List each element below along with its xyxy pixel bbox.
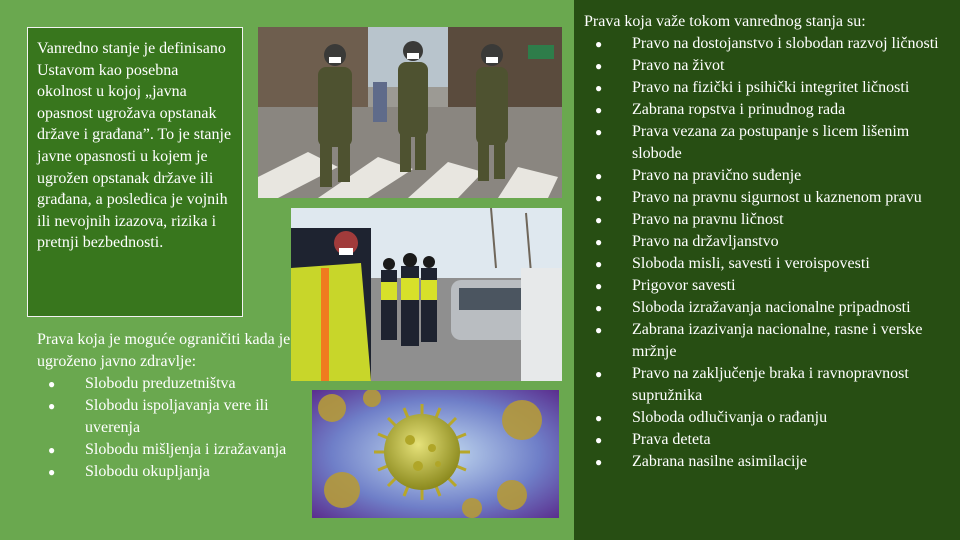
limitable-rights-section	[37, 329, 307, 483]
list-item: ● Zabrana izazivanja nacionalne, rasne i verske mržnje	[584, 319, 954, 363]
list-item: ● Pravo na pravično suđenje	[584, 165, 954, 187]
list-item: ● Zabrana ropstva i prinudnog rada	[584, 99, 954, 121]
definition-box	[27, 27, 243, 317]
guaranteed-rights-list	[584, 33, 954, 473]
list-item: ● Sloboda odlučivanja o rađanju	[584, 407, 954, 429]
list-item: ● Prigovor savesti	[584, 275, 954, 297]
list-item: ● Slobodu mišljenja i izražavanja	[37, 439, 307, 461]
list-item: ● Pravo na državljanstvo	[584, 231, 954, 253]
list-item: ● Slobodu preduzetništva	[37, 373, 307, 395]
guaranteed-rights-section	[584, 11, 954, 473]
list-item: ● Prava deteta	[584, 429, 954, 451]
list-item: ● Prava vezana za postupanje s licem lišenim slobode	[584, 121, 954, 165]
list-item: ● Slobodu ispoljavanja vere ili uverenja	[37, 395, 307, 439]
list-item: ● Pravo na život	[584, 55, 954, 77]
limitable-rights-list	[37, 373, 307, 483]
coronavirus-illustration	[312, 390, 559, 518]
limitable-rights-title: Prava koja je moguće ograničiti kada je ugroženo javno zdravlje:	[37, 331, 291, 370]
list-item: ● Pravo na pravnu ličnost	[584, 209, 954, 231]
list-item: ● Zabrana nasilne asimilacije	[584, 451, 954, 473]
list-item: ● Pravo na dostojanstvo i slobodan razvoj ličnosti	[584, 33, 954, 55]
list-item: ● Pravo na zaključenje braka i ravnopravnost supružnika	[584, 363, 954, 407]
soldiers-street-photo	[258, 27, 562, 198]
list-item: ● Sloboda izražavanja nacionalne pripadnosti	[584, 297, 954, 319]
definition-text: Vanredno stanje je definisano Ustavom kao posebna okolnost u kojoj „javna opasnost ugrožava opstanak države i građana”. To je stanje javne opasnosti u kojem je ugrožen opstanak države ili građana, a posledica je vojnih ili nevojnih izazova, rizika i pretnji bezbednosti.	[37, 40, 232, 252]
police-checkpoint-photo	[291, 208, 562, 381]
list-item: ● Slobodu okupljanja	[37, 461, 307, 483]
list-item: ● Pravo na fizički i psihički integritet ličnosti	[584, 77, 954, 99]
list-item: ● Pravo na pravnu sigurnost u kaznenom pravu	[584, 187, 954, 209]
guaranteed-rights-title: Prava koja važe tokom vanrednog stanja su:	[584, 13, 866, 30]
list-item: ● Sloboda misli, savesti i veroispovesti	[584, 253, 954, 275]
